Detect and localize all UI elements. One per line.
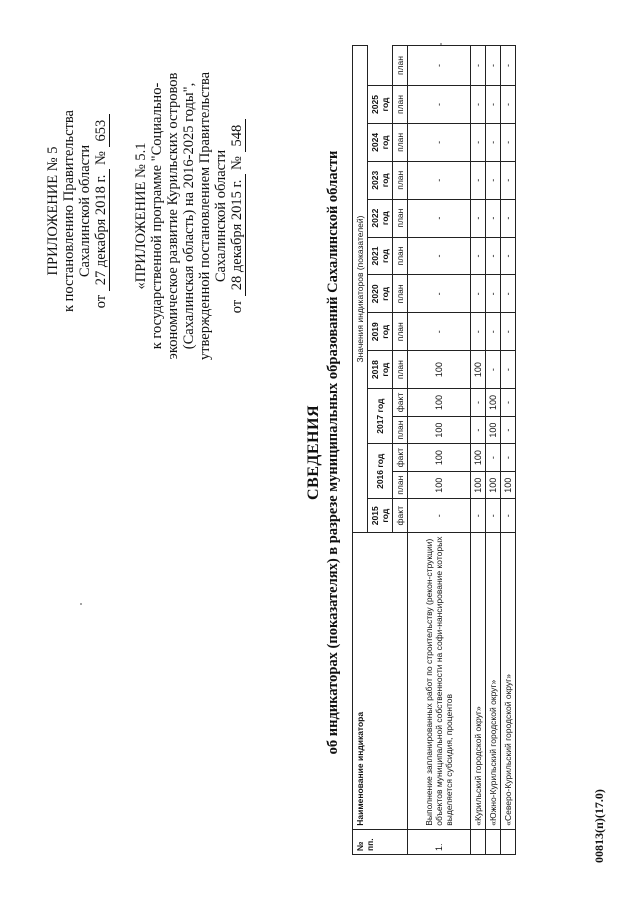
appendix-5-line1: к постановлению Правительства	[61, 110, 77, 312]
value-cell: -	[501, 416, 516, 443]
value-cell: -	[486, 499, 501, 533]
value-cell: 100	[486, 389, 501, 417]
value-cell: -	[408, 237, 471, 275]
value-cell: -	[486, 444, 501, 472]
appendix-5-title: ПРИЛОЖЕНИЕ № 5	[45, 146, 61, 276]
appendix-5-1-number: 548	[229, 119, 246, 153]
subheader-cell: план	[393, 472, 408, 499]
col-number-header: № пп.	[353, 829, 408, 854]
indicators-table	[352, 45, 516, 855]
value-cell: -	[408, 499, 471, 533]
indicator-name: «Курильский городской округ»	[471, 533, 486, 830]
table-header-row-1	[353, 46, 368, 855]
value-cell: 100	[408, 472, 471, 499]
value-cell: 100	[408, 351, 471, 389]
appendix-5-number: 653	[93, 114, 110, 148]
value-cell: -	[471, 237, 486, 275]
subheader-cell: план	[393, 123, 408, 161]
value-cell: -	[471, 389, 486, 417]
subheader-cell: факт	[393, 389, 408, 417]
value-cell: 100	[471, 444, 486, 472]
value-cell: -	[501, 389, 516, 417]
number-sign: №	[229, 156, 245, 170]
value-cell: -	[501, 86, 516, 124]
year-header: 2025 год	[368, 86, 393, 124]
appendix-5-1-date-line	[229, 46, 246, 386]
value-cell: -	[501, 499, 516, 533]
value-cell: -	[471, 199, 486, 237]
year-header: 2023 год	[368, 161, 393, 199]
value-cell: -	[471, 499, 486, 533]
year-header: 2015 год	[368, 499, 393, 533]
value-cell: -	[471, 46, 486, 86]
year-header: 2017 год	[368, 389, 393, 444]
subheader-cell: факт	[393, 499, 408, 533]
row-number	[486, 829, 501, 854]
value-cell: -	[471, 123, 486, 161]
value-cell: 100	[408, 389, 471, 417]
subheader-cell: план	[393, 313, 408, 351]
value-cell: -	[486, 86, 501, 124]
appendix-5-1-line2: экономическое развитие Курильских островов	[165, 72, 181, 360]
subheader-cell: план	[393, 237, 408, 275]
value-cell: -	[501, 123, 516, 161]
subheader-cell: план	[393, 275, 408, 313]
value-cell: -	[501, 161, 516, 199]
document-title: СВЕДЕНИЯ	[305, 404, 322, 501]
appendix-5-date: 27 декабря 2018 г.	[93, 169, 110, 292]
value-cell: 100	[471, 351, 486, 389]
year-header: 2018 год	[368, 351, 393, 389]
appendix-5-1-line1: к государственной программе "Социально-	[149, 82, 165, 350]
value-cell: 100	[408, 416, 471, 443]
value-cell: -	[486, 313, 501, 351]
table-row	[408, 46, 471, 855]
subheader-cell: план	[393, 86, 408, 124]
value-cell: -	[471, 86, 486, 124]
value-cell: -	[486, 275, 501, 313]
appendix-5-block	[45, 46, 110, 376]
row-number: 1.	[408, 829, 471, 854]
appendix-5-1-block	[133, 46, 246, 386]
value-cell: -	[486, 123, 501, 161]
value-cell: -	[486, 46, 501, 86]
year-header: 2021 год	[368, 237, 393, 275]
value-cell: -	[408, 161, 471, 199]
subheader-cell: план	[393, 161, 408, 199]
value-cell: 100	[408, 444, 471, 472]
value-cell: -	[408, 86, 471, 124]
value-cell: -	[486, 237, 501, 275]
document-subtitle: об индикаторах (показателях) в разрезе муниципальных образований Сахалинской области	[325, 150, 341, 755]
appendix-5-1-title: «ПРИЛОЖЕНИЕ № 5.1	[133, 142, 149, 290]
value-cell: -	[408, 199, 471, 237]
appendix-5-line2: Сахалинской области	[77, 144, 93, 278]
value-cell: -	[486, 351, 501, 389]
value-cell: -	[486, 199, 501, 237]
indicator-name: «Северо-Курильский городской округ»	[501, 533, 516, 830]
value-cell: 100	[471, 472, 486, 499]
appendix-5-date-line	[93, 46, 110, 376]
value-cell: -	[501, 444, 516, 472]
scan-speck	[80, 603, 82, 605]
table-row	[501, 46, 516, 855]
value-cell: -	[501, 237, 516, 275]
table-row	[471, 46, 486, 855]
value-cell: -	[486, 161, 501, 199]
row-number	[501, 829, 516, 854]
value-cell: 100	[501, 472, 516, 499]
indicator-name: «Южно-Курильский городской округ»	[486, 533, 501, 830]
appendix-5-1-line4: утвержденной постановлением Правительства	[197, 71, 213, 361]
year-header: 2024 год	[368, 123, 393, 161]
value-cell: -	[408, 46, 471, 86]
year-header: 2022 год	[368, 199, 393, 237]
value-cell: -	[501, 351, 516, 389]
value-cell: -	[471, 275, 486, 313]
scan-speck	[440, 43, 442, 45]
subheader-cell: план	[393, 351, 408, 389]
values-group-header: Значения индикаторов (показателей)	[353, 46, 368, 533]
appendix-5-1-line5: Сахалинской области	[213, 149, 229, 283]
number-sign: №	[93, 151, 109, 165]
indicator-name: Выполнение запланированных работ по строительству (рекон-струкции) объектов муниципальной собственности на софи-нансирование которых выделяется субсидия, процентов	[408, 533, 471, 830]
value-cell: -	[501, 275, 516, 313]
footer-code: 00813(п)(17.0)	[592, 789, 606, 863]
subheader-cell: план	[393, 46, 408, 86]
subheader-cell: план	[393, 416, 408, 443]
value-cell: -	[501, 46, 516, 86]
year-header: 2020 год	[368, 275, 393, 313]
value-cell: -	[471, 313, 486, 351]
from-label: от	[229, 299, 245, 314]
from-label: от	[93, 294, 109, 309]
appendix-5-1-date: 28 декабря 2015 г.	[229, 174, 246, 297]
value-cell: -	[501, 313, 516, 351]
value-cell: -	[471, 161, 486, 199]
appendix-5-1-line3: (Сахалинская область) на 2016-2025 годы",	[181, 82, 197, 350]
subheader-cell: факт	[393, 444, 408, 472]
year-header: 2019 год	[368, 313, 393, 351]
value-cell: -	[501, 199, 516, 237]
document-heading	[305, 0, 342, 905]
table-row	[486, 46, 501, 855]
year-header: 2016 год	[368, 444, 393, 499]
row-number	[471, 829, 486, 854]
value-cell: 100	[486, 416, 501, 443]
value-cell: 100	[486, 472, 501, 499]
value-cell: -	[408, 123, 471, 161]
subheader-cell: план	[393, 199, 408, 237]
value-cell: -	[471, 416, 486, 443]
col-name-header: Наименование индикатора	[353, 533, 408, 830]
value-cell: -	[408, 313, 471, 351]
value-cell: -	[408, 275, 471, 313]
